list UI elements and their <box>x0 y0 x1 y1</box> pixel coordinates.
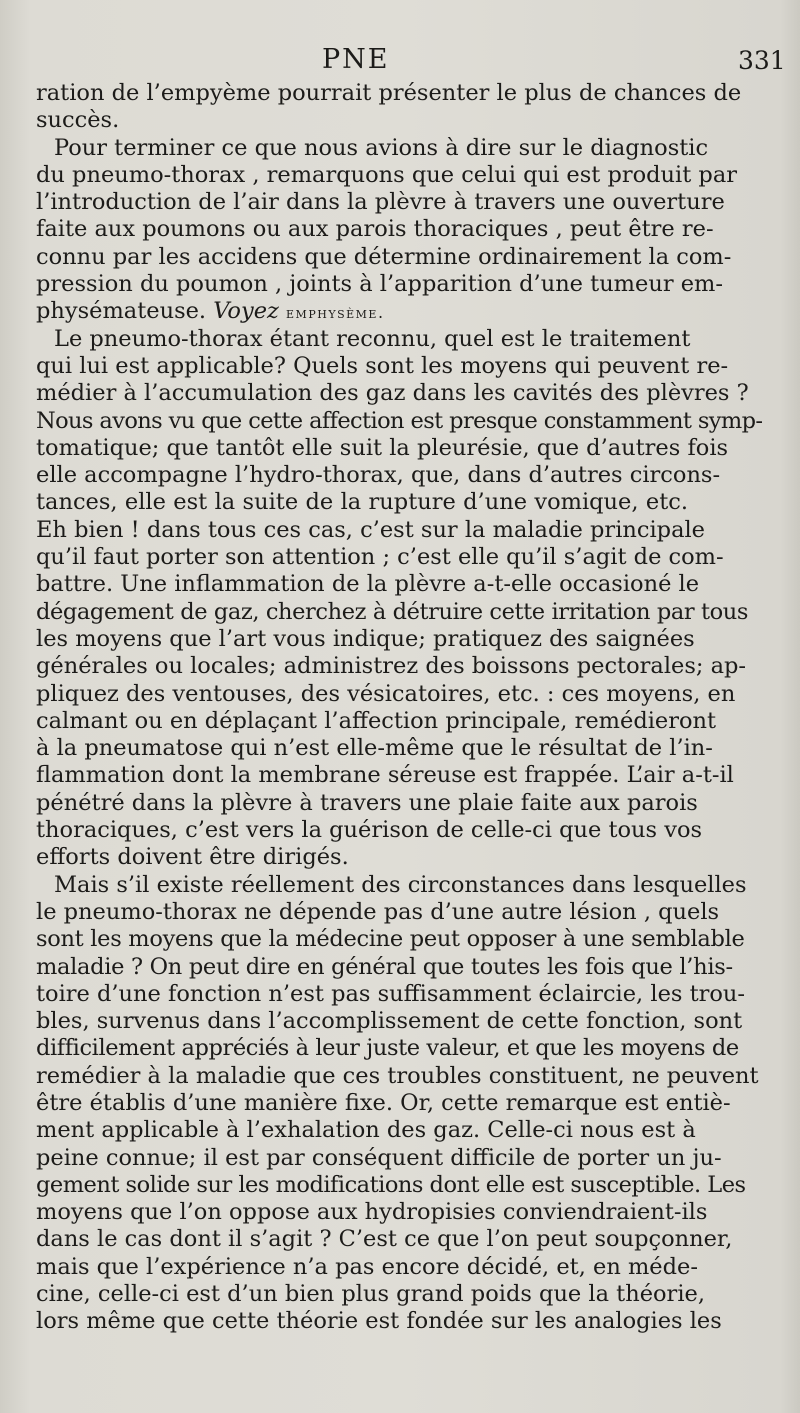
text-line: sont les moyens que la médecine peut opposer à une semblable <box>36 926 745 953</box>
text-line: dans le cas dont il s’agit ? C’est ce que l’on peut soupçonner, <box>36 1226 733 1253</box>
page-header <box>0 44 800 78</box>
text-line: le pneumo-thorax ne dépende pas d’une autre lésion , quels <box>36 898 720 925</box>
text-line: générales ou locales; administrez des boissons pectorales; ap- <box>36 653 747 680</box>
cross-reference: emphysème. <box>286 303 385 323</box>
page-number: 331 <box>738 46 786 75</box>
text-line: ration de l’empyème pourrait présenter le plus de chances de <box>36 80 742 106</box>
running-head: PNE <box>322 44 390 75</box>
text-line: les moyens que l’art vous indique; pratiquez des saignées <box>36 625 695 652</box>
text-line: mais que l’expérience n’a pas encore décidé, et, en méde- <box>36 1253 698 1280</box>
text-line: l’introduction de l’air dans la plèvre à travers une ouverture <box>36 189 725 216</box>
text-line: Pour terminer ce que nous avions à dire sur le diagnostic <box>54 134 709 161</box>
text-line: calmant ou en déplaçant l’affection principale, remédieront <box>36 707 717 734</box>
text-line: bles, survenus dans l’accomplissement de cette fonction, sont <box>36 1008 743 1035</box>
text-line: remédier à la maladie que ces troubles constituent, ne peuvent <box>36 1062 759 1089</box>
text-line: gement solide sur les modifications dont elle est susceptible. Les <box>36 1171 746 1198</box>
text-line: tomatique; que tantôt elle suit la pleurésie, que d’autres fois <box>36 434 729 461</box>
text-line: médier à l’accumulation des gaz dans les cavités des plèvres ? <box>36 380 749 407</box>
text-line <box>36 298 688 325</box>
text-line: tances, elle est la suite de la rupture d’une vomique, etc. <box>36 489 688 516</box>
text-line: flammation dont la membrane séreuse est frappée. L’air a-t-il <box>36 762 734 789</box>
text-line: elle accompagne l’hydro-thorax, que, dans d’autres circons- <box>36 462 721 489</box>
text-line: du pneumo-thorax , remarquons que celui qui est produit par <box>36 161 738 188</box>
text-line: peine connue; il est par conséquent difficile de porter un ju- <box>36 1144 722 1171</box>
body-text <box>36 80 763 1336</box>
text-line: lors même que cette théorie est fondée sur les analogies les <box>36 1308 722 1335</box>
text-line: pression du poumon , joints à l’apparition d’une tumeur em- <box>36 271 723 298</box>
text-line: Le pneumo-thorax étant reconnu, quel est le traitement <box>54 325 691 352</box>
text-line: efforts doivent être dirigés. <box>36 844 349 871</box>
text-line: ment applicable à l’exhalation des gaz. Celle-ci nous est à <box>36 1117 696 1144</box>
text-line: Nous avons vu que cette affection est presque constamment symp- <box>36 407 763 434</box>
text-line: pénétré dans la plèvre à travers une plaie faite aux parois <box>36 789 698 816</box>
text-line: toire d’une fonction n’est pas suffisamment éclaircie, les trou- <box>36 980 746 1007</box>
text-line: être établis d’une manière fixe. Or, cette remarque est entiè- <box>36 1089 731 1116</box>
text-line: dégagement de gaz, cherchez à détruire cette irritation par tous <box>36 598 749 625</box>
text-line: difficilement appréciés à leur juste valeur, et que les moyens de <box>36 1035 739 1062</box>
text-line-start: physémateuse. <box>36 298 207 325</box>
text-line: succès. <box>36 107 120 134</box>
text-line: qui lui est applicable? Quels sont les moyens qui peuvent re- <box>36 352 729 379</box>
text-line: faite aux poumons ou aux parois thoraciques , peut être re- <box>36 216 714 243</box>
voyez-label: Voyez <box>213 298 279 325</box>
text-line: connu par les accidens que détermine ordinairement la com- <box>36 243 732 270</box>
text-line: Mais s’il existe réellement des circonstances dans lesquelles <box>54 871 747 898</box>
text-line: à la pneumatose qui n’est elle-même que le résultat de l’in- <box>36 735 713 762</box>
text-line: moyens que l’on oppose aux hydropisies conviendraient-ils <box>36 1199 708 1226</box>
text-line: maladie ? On peut dire en général que toutes les fois que l’his- <box>36 953 733 980</box>
text-line: Eh bien ! dans tous ces cas, c’est sur la maladie principale <box>36 516 706 543</box>
text-line: pliquez des ventouses, des vésicatoires, etc. : ces moyens, en <box>36 680 736 707</box>
text-line: thoraciques, c’est vers la guérison de celle-ci que tous vos <box>36 817 703 844</box>
text-line: cine, celle-ci est d’un bien plus grand poids que la théorie, <box>36 1281 705 1308</box>
text-line: qu’il faut porter son attention ; c’est elle qu’il s’agit de com- <box>36 544 724 571</box>
text-line: battre. Une inflammation de la plèvre a-t-elle occasioné le <box>36 571 700 598</box>
